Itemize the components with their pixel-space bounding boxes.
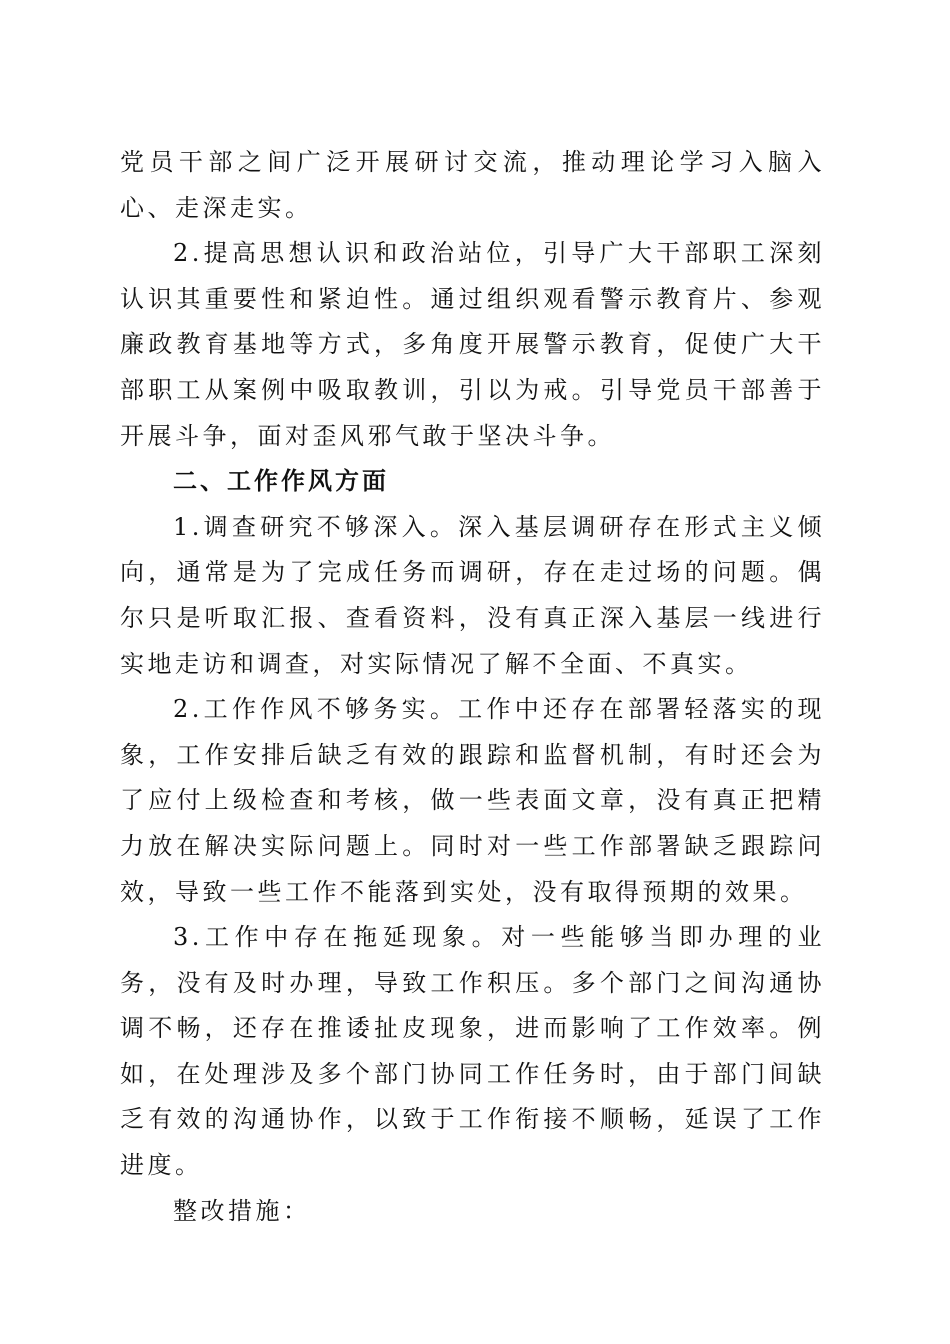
section-heading-work-style: 二、工作作风方面 <box>173 467 389 496</box>
paragraph-item-1-research: 1.调查研究不够深入。深入基层调研存在形式主义倾向，通常是为了完成任务而调研，存在走过场的问题。偶尔只是听取汇报、查看资料，没有真正深入基层一线进行实地走访和调查，对实际情况了解不全面、不真实。 <box>120 512 825 678</box>
paragraph-continuation: 党员干部之间广泛开展研讨交流，推动理论学习入脑入心、走深走实。 <box>120 148 825 222</box>
paragraph-rectification-measures: 整改措施： <box>173 1196 311 1225</box>
document-body <box>120 140 825 1234</box>
paragraph-item-2-awareness: 2.提高思想认识和政治站位，引导广大干部职工深刻认识其重要性和紧迫性。通过组织观看警示教育片、参观廉政教育基地等方式，多角度开展警示教育，促使广大干部职工从案例中吸取教训，引以为戒。引导党员干部善于开展斗争，面对歪风邪气敢于坚决斗争。 <box>120 239 825 450</box>
paragraph-item-3-delay: 3.工作中存在拖延现象。对一些能够当即办理的业务，没有及时办理，导致工作积压。多个部门之间沟通协调不畅，还存在推诿扯皮现象，进而影响了工作效率。例如，在处理涉及多个部门协同工作任务时，由于部门间缺乏有效的沟通协作，以致于工作衔接不顺畅，延误了工作进度。 <box>120 923 825 1180</box>
paragraph-item-2-pragmatic: 2.工作作风不够务实。工作中还存在部署轻落实的现象，工作安排后缺乏有效的跟踪和监督机制，有时还会为了应付上级检查和考核，做一些表面文章，没有真正把精力放在解决实际问题上。同时对一些工作部署缺乏跟踪问效，导致一些工作不能落到实处，没有取得预期的效果。 <box>120 695 825 906</box>
